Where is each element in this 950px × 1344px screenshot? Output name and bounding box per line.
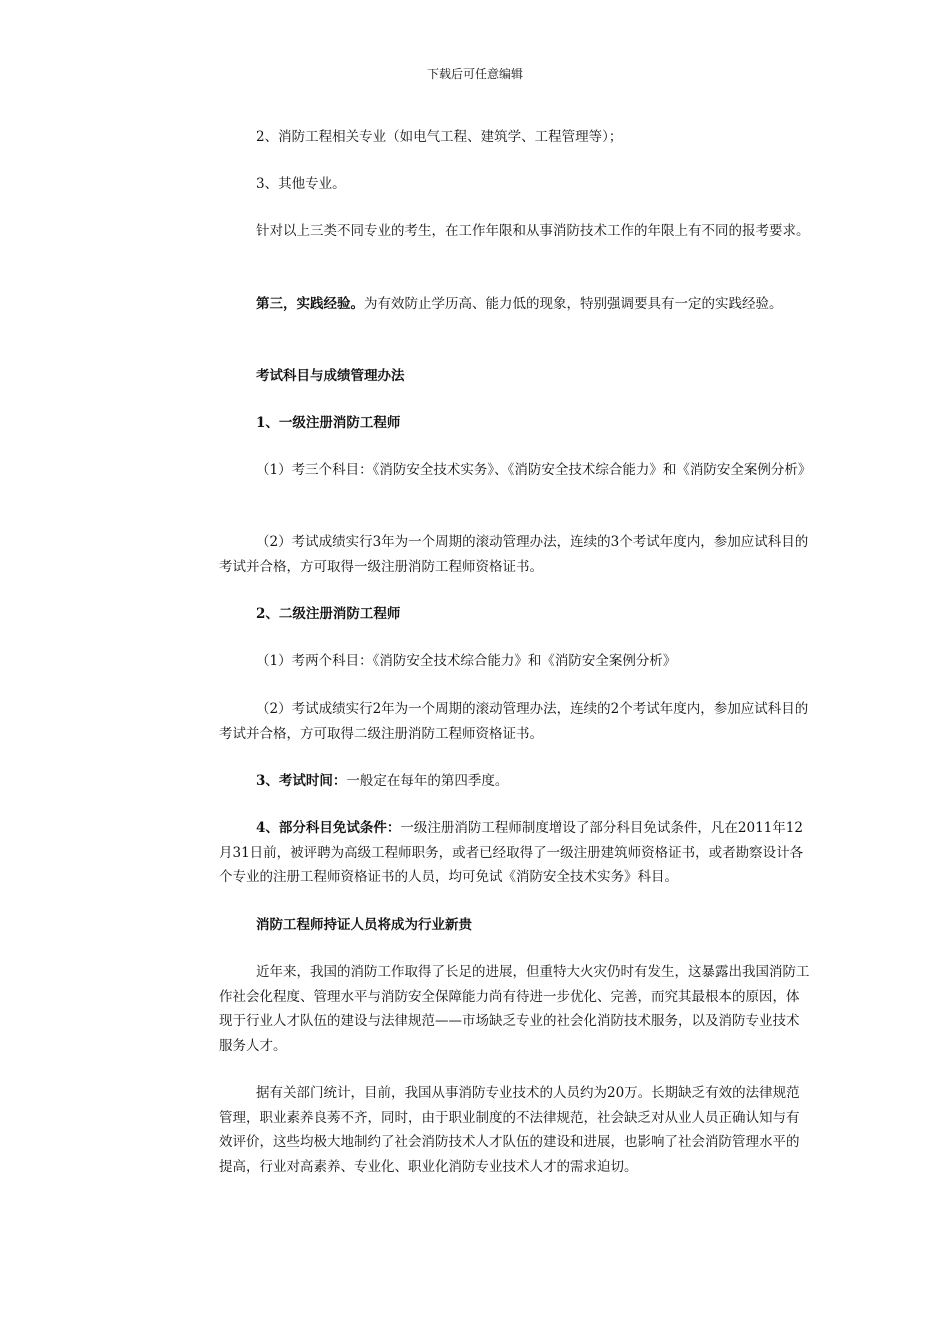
section-heading-industry: 消防工程师持证人员将成为行业新贵	[256, 917, 472, 933]
exam-time-text: 一般定在每年的第四季度。	[346, 773, 509, 789]
section-heading-subjects: 考试科目与成绩管理办法	[256, 368, 405, 384]
exam-time-label: 3、考试时间：	[256, 773, 347, 789]
paragraph-exemption	[219, 816, 811, 890]
paragraph-major-other: 3、其他专业。	[256, 176, 346, 192]
paragraph-statistics: 据有关部门统计，目前，我国从事消防专业技术的人员约为20万。长期缺乏有效的法律规范管理，职业素养良莠不齐，同时，由于职业制度的不法律规范，社会缺乏对从业人员正确认知与有效评价，这些均极大地制约了社会消防技术人才队伍的建设和进展，也影响了社会消防管理水平的提高，行业对高素养、专业化、职业化消防专业技术人才的需求迫切。	[219, 1085, 800, 1175]
page-header: 下载后可任意编辑	[426, 67, 523, 81]
paragraph-practice-experience	[219, 292, 811, 317]
practice-experience-text: 为有效防止学历高、能力低的现象，特别强调要具有一定的实践经验。	[364, 296, 783, 312]
subheading-level-one: 1、一级注册消防工程师	[256, 415, 401, 431]
paragraph-level-one-scores: （2）考试成绩实行3年为一个周期的滚动管理办法，连续的3个考试年度内，参加应试科目的考试并合格，方可取得一级注册消防工程师资格证书。	[219, 534, 809, 575]
exemption-label: 4、部分科目免试条件：	[256, 820, 401, 836]
practice-experience-label: 第三，实践经验。	[256, 296, 364, 312]
paragraph-major-related: 2、消防工程相关专业（如电气工程、建筑学、工程管理等）；	[256, 129, 623, 145]
paragraph-exam-time	[219, 769, 811, 794]
subheading-level-two: 2、二级注册消防工程师	[256, 606, 401, 622]
paragraph-level-two-scores: （2）考试成绩实行2年为一个周期的滚动管理办法，连续的2个考试年度内，参加应试科目的考试并合格，方可取得二级注册消防工程师资格证书。	[219, 701, 809, 742]
paragraph-recent-years: 近年来，我国的消防工作取得了长足的进展，但重特大火灾仍时有发生，这暴露出我国消防工作社会化程度、管理水平与消防安全保障能力尚有待进一步优化、完善，而究其最根本的原因，体现于行业人才队伍的建设与法律规范——市场缺乏专业的社会化消防技术服务，以及消防专业技术服务人才。	[219, 964, 810, 1054]
exemption-text: 一级注册消防工程师制度增设了部分科目免试条件，凡在2011年12月31日前，被评聘为高级工程师职务，或者已经取得了一级注册建筑师资格证书，或者勘察设计各个专业的注册工程师资格证书的人员，均可免试《消防安全技术实务》科目。	[219, 820, 804, 885]
paragraph-level-one-subjects: （1）考三个科目：《消防安全技术实务》、《消防安全技术综合能力》和《消防安全案例分析》	[256, 462, 812, 478]
paragraph-requirements: 针对以上三类不同专业的考生，在工作年限和从事消防技术工作的年限上有不同的报考要求。	[256, 223, 810, 239]
paragraph-level-two-subjects: （1）考两个科目：《消防安全技术综合能力》和《消防安全案例分析》	[256, 653, 677, 669]
